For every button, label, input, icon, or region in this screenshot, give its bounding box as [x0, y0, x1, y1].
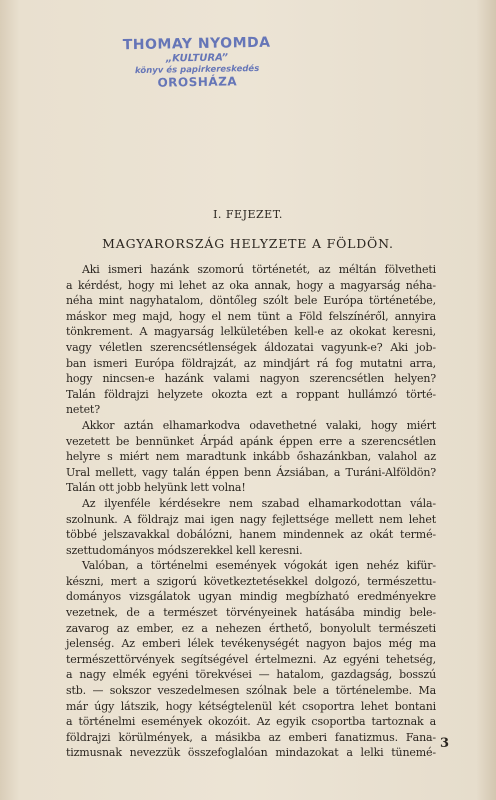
page-number: 3 — [440, 736, 450, 751]
text-line: földrajzi körülmények, a másikba az emberi fanatizmus. Fana- — [66, 730, 436, 744]
chapter-number: I. FEJEZET. — [213, 208, 283, 221]
text-line: vezetnek, de a természet törvényeinek hatásába mindig bele- — [66, 606, 436, 620]
text-line: dományos vizsgálatok ugyan mindig megbízható eredményekre — [66, 590, 436, 604]
text-line: szettudományos módszerekkel kell keresni. — [66, 543, 303, 557]
text-line: többé jelszavakkal dobálózni, hanem mindennek az okát termé- — [66, 528, 436, 542]
text-line: helyre s miért nem maradtunk inkább őshazánkban, valahol az — [66, 450, 436, 464]
text-line: Valóban, a történelmi események vógokát igen nehéz kifür- — [82, 559, 436, 573]
text-line: stb. — sokszor veszedelmesen szólnak bele a történelembe. Ma — [66, 684, 436, 698]
text-line: néha mint nagyhatalom, döntőleg szólt bele Európa történetébe, — [66, 294, 436, 308]
stamp-line-3: könyv és papirkereskedés — [134, 63, 260, 76]
text-line: a történelmi események okozóit. Az egyik csoportba tartoznak a — [66, 715, 436, 729]
text-line: Aki ismeri hazánk szomorú történetét, az méltán fölvetheti — [82, 263, 436, 276]
text-line: ban ismeri Európa földrajzát, az mindjárt rá fog mutatni arra, — [66, 356, 436, 370]
text-line: zavarog az ember, ez a nehezen érthető, bonyolult természeti — [66, 621, 436, 635]
bookseller-stamp — [112, 35, 283, 91]
text-line: készni, mert a szigorú következtetésekkel dolgozó, természettu- — [66, 574, 436, 588]
text-line: Talán földrajzi helyzete okozta ezt a roppant hullámzó törté- — [66, 387, 436, 401]
chapter-title: MAGYARORSZÁG HELYZETE A FÖLDÖN. — [102, 236, 394, 251]
text-line: természettörvények segítségével értelmezni. Az egyéni tehetség, — [66, 652, 436, 666]
stamp-line-1: THOMAY NYOMDA — [122, 34, 271, 54]
text-line: hogy nincsen-e hazánk valami nagyon szerencsétlen helyen? — [66, 372, 436, 386]
text-line: máskor meg majd, hogy el nem tünt a Föld felszínéről, annyira — [66, 309, 436, 323]
text-line: tizmusnak nevezzük összefoglalóan mindazokat a lelki tünemé- — [66, 746, 436, 760]
text-line: tönkrement. A magyarság lelkületében kell-e az okokat keresni, — [66, 325, 436, 339]
text-line: vezetett be bennünket Árpád apánk éppen erre a szerencsétlen — [66, 434, 436, 448]
text-line: netet? — [66, 403, 100, 417]
text-line: már úgy látszik, hogy kétségtelenül két csoportra lehet bontani — [66, 699, 436, 713]
stamp-line-2: „KULTURA” — [165, 52, 229, 65]
text-line: jelenség. Az emberi lélek tevékenységét nagyon bajos még ma — [66, 637, 436, 651]
text-line: szolnunk. A földrajz mai igen nagy fejlettsége mellett nem lehet — [66, 512, 436, 526]
text-line: vagy véletlen szerencsétlenségek áldozatai vagyunk-e? Aki job- — [66, 340, 436, 354]
text-line: Ural mellett, vagy talán éppen benn Ázsiában, a Turáni-Alföldön? — [66, 465, 436, 479]
text-line: Akkor aztán elhamarkodva odavethetné valaki, hogy miért — [82, 418, 436, 432]
text-line: a nagy elmék egyéni törekvései — hatalom, gazdagság, bosszú — [66, 668, 436, 682]
text-line: Az ilyenféle kérdésekre nem szabad elhamarkodottan vála- — [82, 496, 436, 510]
text-line: a kérdést, hogy mi lehet az oka annak, hogy a magyarság néha- — [66, 278, 436, 292]
stamp-line-4: OROSHÁZA — [157, 74, 238, 90]
text-line: Talán ott jobb helyünk lett volna! — [66, 481, 246, 495]
body-text — [66, 262, 436, 761]
